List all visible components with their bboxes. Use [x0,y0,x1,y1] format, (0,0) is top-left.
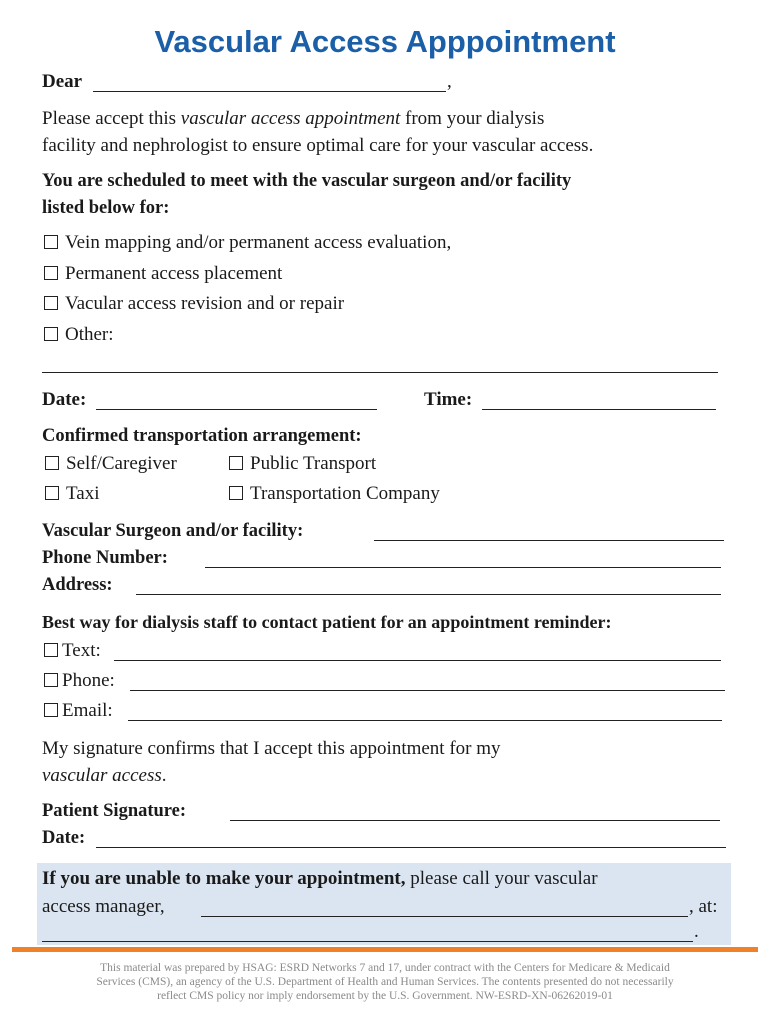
address-field[interactable] [136,594,721,595]
purpose-label: Vacular access revision and or repair [65,293,345,314]
greeting-comma: , [447,71,452,92]
schedule-heading-line-2: listed below for: [42,198,170,218]
checkbox-icon[interactable] [229,486,243,500]
intro-line-1 [42,108,544,130]
transport-label: Transportation Company [250,483,440,504]
transport-label: Taxi [66,483,100,504]
purpose-label: Permanent access placement [65,263,283,284]
purpose-option-vein-mapping[interactable] [44,232,451,254]
footer-disclaimer [0,961,770,1003]
footer-line-3: reflect CMS policy nor imply endorsement by the U.S. Government. NW-ESRD-XN-06262019-01 [157,990,613,1002]
greeting-label: Dear [42,71,83,92]
purpose-option-placement[interactable] [44,263,282,285]
date-field[interactable] [96,409,377,410]
intro-text-italic: vascular access appointment [180,108,401,129]
contact-option-phone[interactable] [44,670,115,692]
access-manager-phone-field[interactable] [42,941,693,942]
recipient-name-field[interactable] [93,91,446,92]
time-field[interactable] [482,409,716,410]
patient-signature-label: Patient Signature: [42,801,187,821]
checkbox-icon[interactable] [45,486,59,500]
purpose-option-other[interactable] [44,324,114,346]
page-title: Vascular Access Apppointment [154,24,616,59]
surgeon-facility-label: Vascular Surgeon and/or facility: [42,521,304,541]
checkbox-icon[interactable] [44,266,58,280]
intro-text-a: Please accept this [42,108,181,129]
phone-number-field[interactable] [205,567,721,568]
checkbox-icon[interactable] [44,673,58,687]
surgeon-facility-field[interactable] [374,540,724,541]
patient-signature-field[interactable] [230,820,720,821]
checkbox-icon[interactable] [44,235,58,249]
checkbox-icon[interactable] [44,703,58,717]
transport-heading: Confirmed transportation arrangement: [42,426,362,446]
checkbox-icon[interactable] [44,296,58,310]
contact-email-field[interactable] [128,720,722,721]
access-manager-field[interactable] [201,916,688,917]
checkbox-icon[interactable] [229,456,243,470]
transport-option-public[interactable] [229,453,376,475]
other-purpose-field[interactable] [42,372,718,373]
callout-line-3-end: . [694,921,699,942]
footer-line-2: Services (CMS), an agency of the U.S. Department of Health and Human Services. The contents presented do not necessarily [96,976,674,988]
confirm-period: . [161,765,167,786]
transport-option-taxi[interactable] [45,483,100,505]
callout-rest: please call your vascular [405,868,598,889]
contact-heading: Best way for dialysis staff to contact patient for an appointment reminder: [42,612,612,632]
purpose-label: Other: [65,324,114,345]
footer-line-1: This material was prepared by HSAG: ESRD Networks 7 and 17, under contract with the Centers for Medicare & Medicaid [100,962,670,974]
purpose-option-revision[interactable] [44,293,344,315]
callout-bold: If you are unable to make your appointment, [42,868,406,889]
transport-option-company[interactable] [229,483,440,505]
signature-date-label: Date: [42,828,86,848]
checkbox-icon[interactable] [44,643,58,657]
checkbox-icon[interactable] [45,456,59,470]
signature-date-field[interactable] [96,847,726,848]
confirm-italic: vascular access [42,765,162,786]
schedule-heading-line-1: You are scheduled to meet with the vascular surgeon and/or facility [42,171,572,191]
time-label: Time: [424,389,473,410]
contact-label: Email: [62,700,113,721]
confirm-line-2 [42,765,167,787]
address-label: Address: [42,575,113,595]
intro-line-2: facility and nephrologist to ensure optimal care for your vascular access. [42,135,594,156]
callout-line-2-label: access manager, [42,896,165,917]
contact-label: Phone: [62,670,115,691]
confirm-line-1: My signature confirms that I accept this appointment for my [42,738,501,759]
purpose-label: Vein mapping and/or permanent access evaluation, [65,232,452,253]
date-label: Date: [42,389,87,410]
contact-option-text[interactable] [44,640,101,662]
footer-divider [12,947,758,952]
callout-line-2-end: , at: [689,896,718,917]
contact-label: Text: [62,640,101,661]
checkbox-icon[interactable] [44,327,58,341]
callout-line-1 [42,868,598,890]
transport-option-self[interactable] [45,453,177,475]
transport-label: Self/Caregiver [66,453,177,474]
phone-number-label: Phone Number: [42,548,168,568]
contact-text-field[interactable] [114,660,721,661]
intro-text-b: from your dialysis [400,108,545,129]
transport-label: Public Transport [250,453,377,474]
contact-option-email[interactable] [44,700,113,722]
contact-phone-field[interactable] [130,690,725,691]
